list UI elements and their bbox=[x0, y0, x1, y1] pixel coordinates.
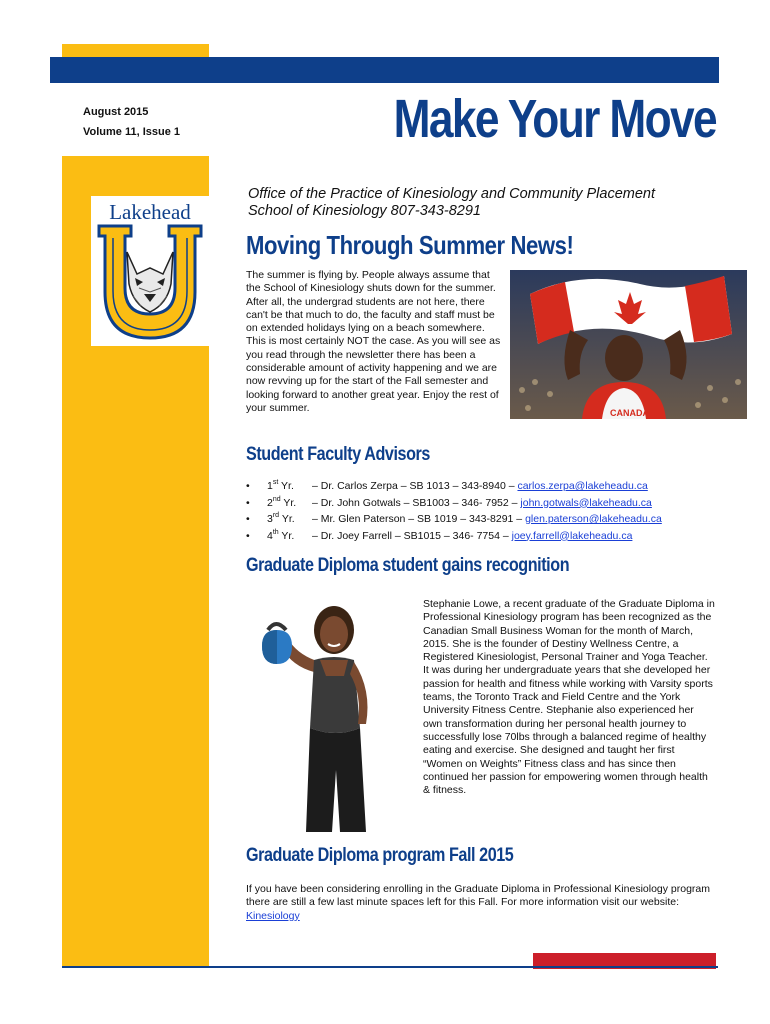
woman-with-kettlebell-image-icon bbox=[248, 600, 400, 832]
year-label: Yr. bbox=[281, 513, 295, 525]
advisor-detail: – Mr. Glen Paterson – SB 1019 – 343-8291 – bbox=[312, 513, 526, 525]
bullet-icon: • bbox=[246, 513, 250, 525]
advisor-detail: – Dr. Carlos Zerpa – SB 1013 – 343-8940 – bbox=[312, 480, 518, 492]
year-number: 3 bbox=[267, 513, 273, 525]
advisor-email-link[interactable]: glen.paterson@lakeheadu.ca bbox=[525, 513, 662, 525]
year-suffix: rd bbox=[272, 512, 280, 519]
year-number: 4 bbox=[267, 529, 273, 542]
year-number: 2 bbox=[267, 496, 273, 509]
recognition-body: Stephanie Lowe, a recent graduate of the Graduate Diploma in Professional Kinesiology program has been recognized as the Canadian Small Business Woman for the month of March, 2015. She is the founder of Destiny Wellness Centre, a Registered Kinesiologist, Personal Trainer and Yoga Teacher. It was during her undergraduate years that she developed her passion for health and fitness while working with Varsity sports teams, the Toronto Track and Field Centre and the York University Fitness Centre. Stephanie also experienced her own transformation during her personal health journey to successfully lose 70lbs through a balanced regime of healthy eating and exercise. She designed and taught her first “Women on Weights” Fitness class and has since then continued her passion for empowering women through health & fitness. bbox=[423, 598, 715, 797]
office-heading bbox=[248, 186, 718, 220]
issue-volume: Volume 11, Issue 1 bbox=[83, 126, 181, 138]
issue-date: August 2015 bbox=[83, 106, 149, 118]
list-item bbox=[246, 495, 716, 512]
newsletter-title: Make Your Move bbox=[393, 89, 716, 149]
wolf-crest-logo-icon bbox=[91, 196, 209, 346]
header-navy-band bbox=[50, 57, 719, 83]
advisors-list bbox=[246, 478, 716, 544]
bullet-icon: • bbox=[246, 480, 250, 492]
advisor-email-link[interactable]: joey.farrell@lakeheadu.ca bbox=[511, 529, 633, 542]
advisor-detail: – Dr. Joey Farrell – SB1015 – 346- 7754 – bbox=[312, 529, 512, 542]
year-suffix: st bbox=[272, 479, 279, 486]
year-suffix: th bbox=[272, 528, 279, 536]
lakehead-logo bbox=[91, 196, 209, 346]
athlete-flag-photo bbox=[510, 270, 747, 419]
logo-wordmark: Lakehead bbox=[109, 200, 191, 224]
advisors-heading: Student Faculty Advisors bbox=[246, 444, 430, 465]
program-body bbox=[246, 883, 716, 923]
year-label: Yr. bbox=[283, 496, 297, 509]
list-item bbox=[246, 478, 716, 495]
bullet-icon: • bbox=[246, 496, 250, 509]
kinesiology-link[interactable]: Kinesiology bbox=[246, 909, 300, 922]
advisor-detail: – Dr. John Gotwals – SB1003 – 346- 7952 – bbox=[312, 496, 521, 509]
office-line-1: Office of the Practice of Kinesiology and Community Placement bbox=[248, 186, 655, 202]
year-suffix: nd bbox=[272, 495, 281, 503]
year-label: Yr. bbox=[281, 529, 295, 542]
recognition-heading: Graduate Diploma student gains recognition bbox=[246, 555, 570, 576]
summer-news-heading: Moving Through Summer News! bbox=[246, 230, 574, 260]
sidebar-gold-bar bbox=[62, 44, 209, 966]
year-label: Yr. bbox=[281, 480, 294, 492]
program-heading: Graduate Diploma program Fall 2015 bbox=[246, 845, 514, 866]
advisor-email-link[interactable]: john.gotwals@lakeheadu.ca bbox=[520, 496, 652, 509]
kettlebell-woman-photo bbox=[248, 600, 400, 832]
list-item bbox=[246, 511, 716, 528]
office-line-2: School of Kinesiology 807-343-8291 bbox=[248, 203, 481, 219]
summer-news-body: The summer is flying by. People always assume that the School of Kinesiology shuts down for the summer. After all, the undergrad students are not here, there can't be that much to do, the faculty and staff must be on extended holidays lying on a beach somewhere. This is most certainly NOT the case. As you will see as you read through the newsletter there has been a considerable amount of activity happening and we are now revving up for the start of the Fall semester and looking forward to another great year. Enjoy the rest of your summer. bbox=[246, 269, 501, 414]
year-number: 1 bbox=[267, 480, 273, 492]
advisor-email-link[interactable]: carlos.zerpa@lakeheadu.ca bbox=[517, 480, 648, 492]
footer-navy-line bbox=[62, 966, 718, 968]
bullet-icon: • bbox=[246, 529, 250, 542]
athlete-with-flag-image-icon bbox=[510, 270, 747, 419]
program-body-text: If you have been considering enrolling in the Graduate Diploma in Professional Kinesiology program there are still a few last minute spaces left for this Fall. For more information visit our website: bbox=[246, 883, 711, 909]
svg-text:CANADA: CANADA bbox=[610, 408, 649, 418]
list-item bbox=[246, 528, 716, 545]
